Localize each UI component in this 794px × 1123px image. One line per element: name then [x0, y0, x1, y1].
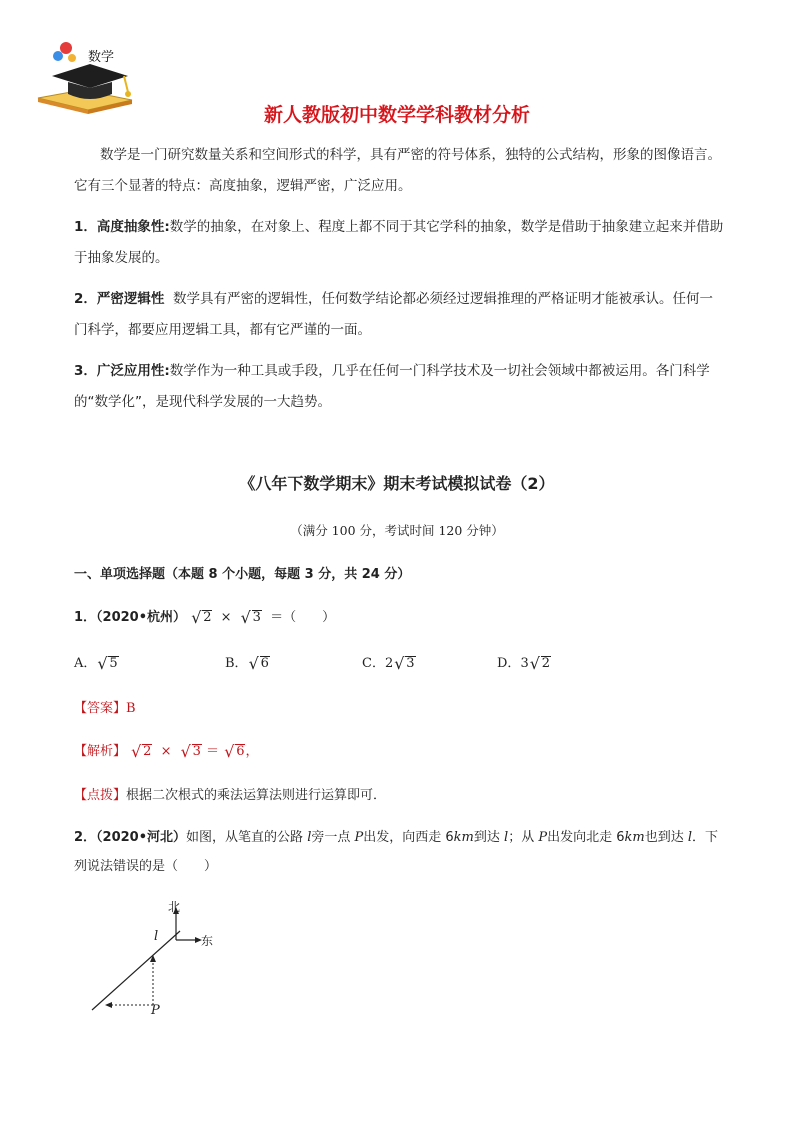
exam-subtitle: （满分 100 分，考试时间 120 分钟）: [290, 523, 504, 538]
exam-title: 《八年下数学期末》期末考试模拟试卷（2）: [239, 474, 555, 493]
point-2-text: 数学具有严密的逻辑性，任何数学结论都必须经过逻辑推理的严格证明才能被承认。任何一门科学，都要应用逻辑工具，都有它严谨的一面。: [74, 291, 713, 338]
q1-option-b[interactable]: B．√ 6: [225, 652, 270, 671]
logo-label: 数学: [88, 50, 115, 65]
tip-text: 根据二次根式的乘法运算法则进行运算即可．: [126, 788, 387, 803]
east-label: 东: [201, 934, 214, 948]
answer-value: B: [126, 701, 136, 716]
q1-sqrt-a: √ 2: [192, 610, 212, 625]
q1-prefix: 1．（2020•杭州）: [74, 610, 187, 625]
question-2: 2．（2020•河北）如图，从笔直的公路 l旁一点 P出发，向西走 6km到达 l；从 P出发向北走 6km也到达 l．下列说法错误的是（ ）: [74, 830, 719, 874]
q1-option-c[interactable]: C．2√ 3: [362, 652, 416, 671]
point-2-label: 2．严密逻辑性: [74, 291, 165, 307]
tip-label: 【点拨】: [74, 788, 127, 803]
answer-label: 【答案】: [74, 701, 127, 716]
analysis-sqrt-a: √ 2: [132, 744, 152, 759]
q1-times: ×: [220, 610, 232, 625]
analysis-eq: ＝: [206, 744, 220, 759]
page-title: 新人教版初中数学学科教材分析: [263, 104, 530, 126]
intro-paragraph: 数学是一门研究数量关系和空间形式的科学，具有严密的符号体系，独特的公式结构，形象的图像语言。它有三个显著的特点：高度抽象，逻辑严密，广泛应用。: [74, 147, 721, 194]
q1-sqrt-b: √ 3: [242, 610, 262, 625]
point-3-label: 3．广泛应用性:: [74, 363, 170, 379]
line-l-label: l: [154, 929, 159, 944]
point-1-text: 数学的抽象，在对象上、程度上都不同于其它学科的抽象，数学是借助于抽象建立起来并借助于抽象发展的。: [74, 219, 724, 266]
analysis-times: ×: [160, 744, 172, 759]
point-1-label: 1．高度抽象性:: [74, 219, 170, 235]
point-3: [74, 356, 724, 418]
q1-option-d[interactable]: D．3√ 2: [497, 652, 551, 671]
point-2: [74, 284, 724, 346]
section-heading: 一、单项选择题（本题 8 个小题，每题 3 分，共 24 分）: [74, 567, 411, 582]
analysis-sqrt-b: √ 3: [182, 744, 202, 759]
point-1: [74, 212, 724, 274]
q1-analysis: [74, 740, 259, 759]
q1-option-a[interactable]: A．√ 5: [74, 652, 119, 671]
analysis-sqrt-c: √ 6: [225, 744, 245, 759]
q2-figure: [80, 895, 230, 1025]
north-label: 北: [168, 900, 181, 914]
point-3-text: 数学作为一种工具或手段，几乎在任何一门科学技术及一切社会领域中都被运用。各门科学的“数学化”，是现代科学发展的一大趋势。: [74, 363, 710, 410]
analysis-label: 【解析】: [74, 744, 127, 759]
point-p-label: P: [151, 1003, 160, 1018]
q1-answer: [74, 697, 136, 716]
analysis-end: ，: [245, 744, 259, 759]
q1-tip: [74, 784, 386, 803]
question-1: [74, 606, 335, 625]
q2-prefix: 2．（2020•河北）: [74, 830, 187, 845]
q1-tail: ＝（ ）: [270, 610, 336, 625]
